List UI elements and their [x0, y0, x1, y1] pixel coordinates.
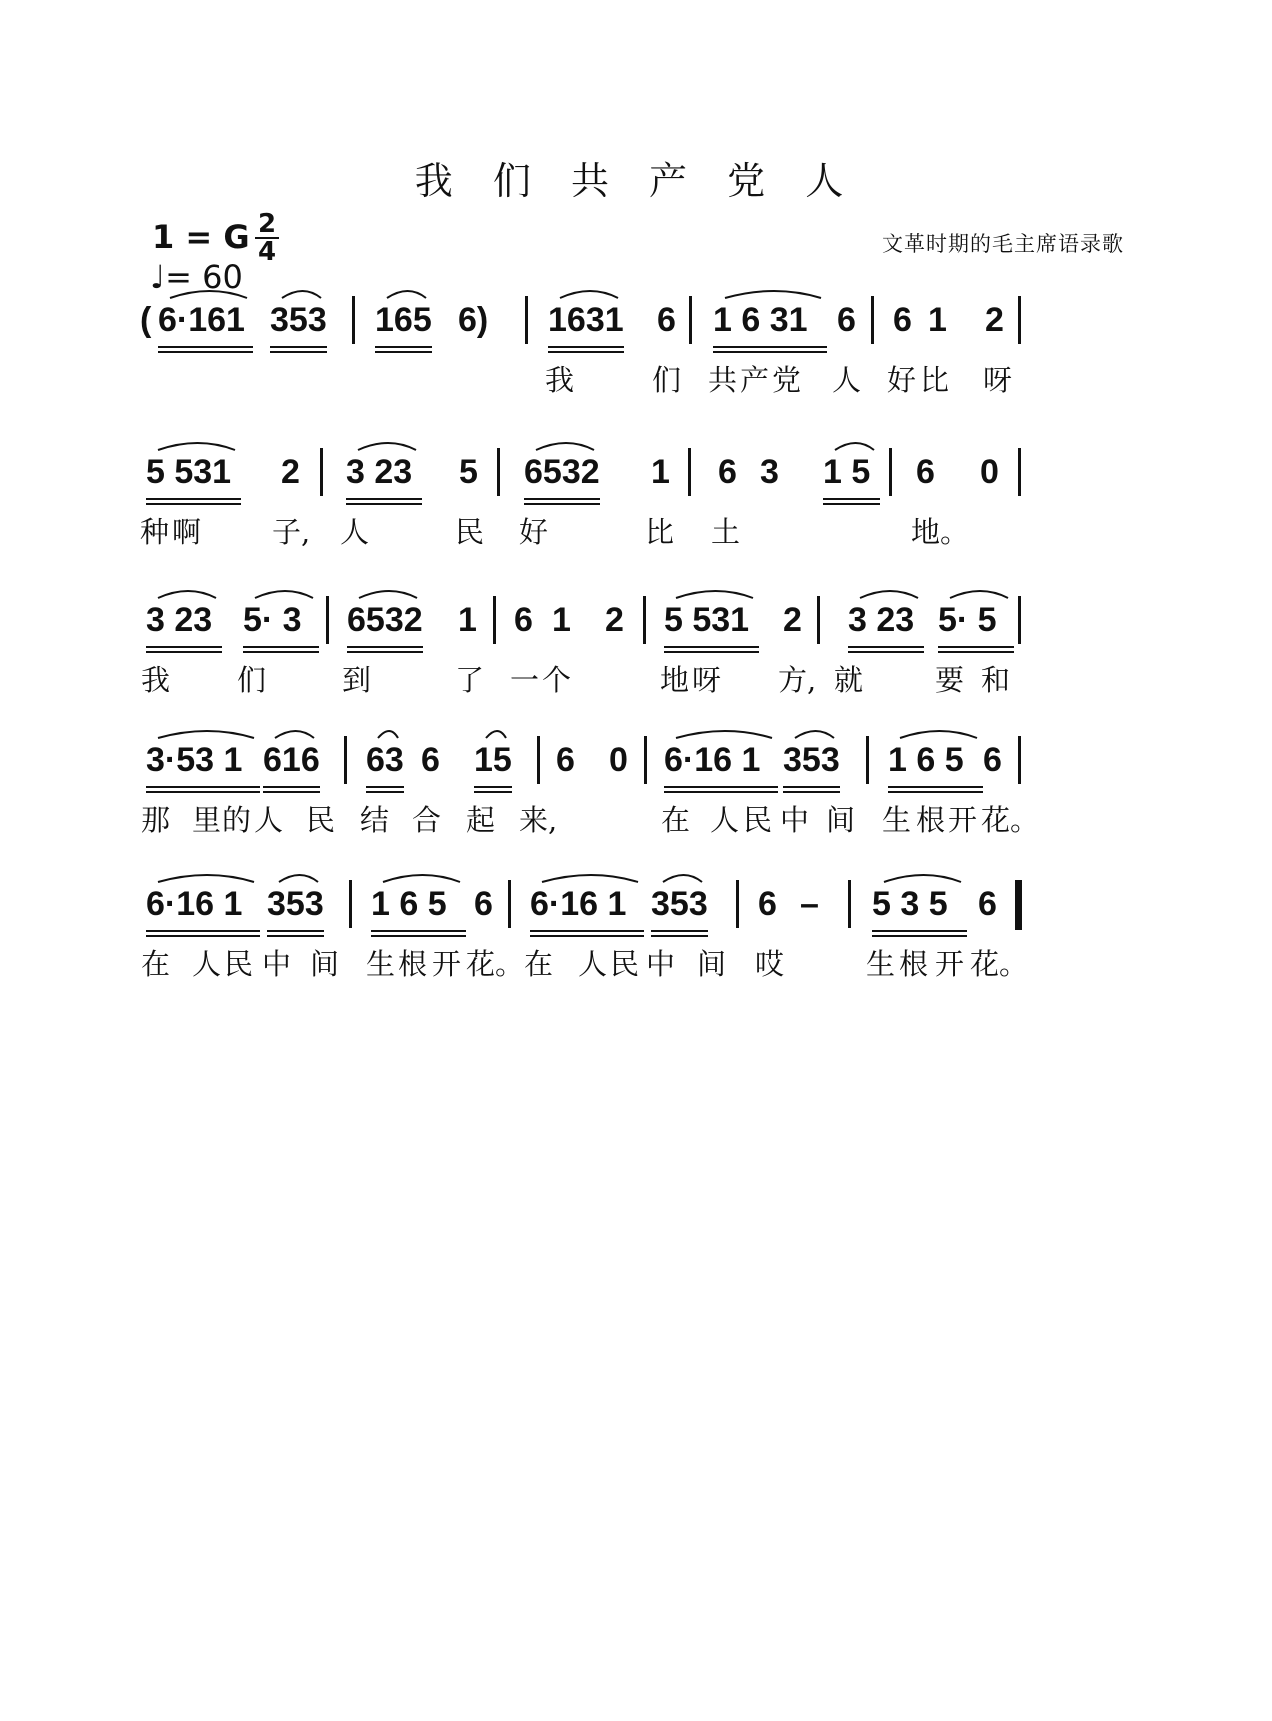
- lyric-syllable: 就: [834, 663, 864, 697]
- note-group: 6: [514, 601, 533, 639]
- barline: [1018, 296, 1021, 344]
- beam-line: [548, 351, 624, 353]
- slur-arc: [540, 870, 658, 884]
- beam-line: [243, 651, 319, 653]
- note-group: 3 23: [848, 601, 915, 639]
- barline: [349, 880, 352, 928]
- lyric-syllable: 开: [935, 947, 965, 981]
- beam-line: [366, 791, 404, 793]
- lyric-syllable: 结: [360, 803, 390, 837]
- lyric-syllable: 一: [510, 663, 540, 697]
- note-group: 6: [657, 301, 676, 339]
- beam-line: [375, 346, 432, 348]
- beam-line: [158, 346, 253, 348]
- barline: [1018, 448, 1021, 496]
- beam-line: [243, 646, 319, 648]
- slur-arc: [376, 726, 418, 740]
- note-group: 165: [375, 301, 432, 339]
- beam-line: [267, 935, 324, 937]
- lyric-syllable: 了: [455, 663, 485, 697]
- beam-line: [146, 930, 260, 932]
- lyric-syllable: 民: [610, 947, 640, 981]
- note-group: 6: [916, 453, 935, 491]
- lyric-syllable: 到: [342, 663, 372, 697]
- note-line: [0, 884, 1272, 944]
- barline: [817, 596, 820, 644]
- slur-arc: [793, 726, 854, 740]
- note-group: –: [800, 885, 819, 923]
- lyric-syllable: 我: [545, 363, 575, 397]
- barline: [866, 736, 869, 784]
- barline: [344, 736, 347, 784]
- beam-line: [848, 651, 924, 653]
- beam-line: [651, 930, 708, 932]
- note-group: 5 531: [664, 601, 750, 639]
- slur-arc: [280, 286, 341, 300]
- barline: [508, 880, 511, 928]
- lyric-syllable: 根: [916, 803, 946, 837]
- lyric-syllable: 在: [524, 947, 554, 981]
- note-group: 6: [718, 453, 737, 491]
- barline: [688, 448, 691, 496]
- lyric-syllable: 那: [141, 803, 171, 837]
- time-signature-bottom: 4: [257, 237, 277, 267]
- slur-arc: [534, 438, 614, 452]
- lyric-syllable: 和: [981, 663, 1011, 697]
- note-group: 2: [281, 453, 300, 491]
- beam-line: [713, 346, 827, 348]
- beam-line: [263, 786, 320, 788]
- song-title: 我 们 共 产 党 人: [414, 159, 858, 203]
- slur-arc: [156, 726, 274, 740]
- note-group: 63: [366, 741, 404, 779]
- slur-arc: [723, 286, 841, 300]
- note-group: 0: [980, 453, 999, 491]
- beam-line: [146, 791, 260, 793]
- beam-line: [158, 351, 253, 353]
- beam-line: [146, 651, 222, 653]
- slur-arc: [558, 286, 638, 300]
- lyric-syllable: 起: [466, 803, 496, 837]
- beam-line: [375, 351, 432, 353]
- note-group: 6532: [347, 601, 423, 639]
- note-group: 5 3 5: [872, 885, 948, 923]
- lyric-syllable: 在: [141, 947, 171, 981]
- beam-line: [371, 930, 466, 932]
- beam-line: [938, 651, 1014, 653]
- barline: [689, 296, 692, 344]
- lyric-syllable: 人: [578, 947, 608, 981]
- lyric-syllable: 在: [661, 803, 691, 837]
- note-line: [0, 600, 1272, 660]
- lyric-syllable: 中: [262, 947, 292, 981]
- beam-line: [524, 498, 600, 500]
- time-signature-top: 2: [257, 209, 277, 239]
- note-group: 3 23: [146, 601, 213, 639]
- slur-arc: [356, 438, 436, 452]
- slur-arc: [168, 286, 267, 300]
- note-group: 1: [552, 601, 571, 639]
- note-group: 1 6 5: [888, 741, 964, 779]
- lyric-syllable: 产: [740, 363, 770, 397]
- lyric-syllable: 来,: [519, 803, 558, 837]
- song-attribution: 文革时期的毛主席语录歌: [882, 232, 1124, 256]
- note-group: 353: [783, 741, 840, 779]
- beam-line: [347, 651, 423, 653]
- lyric-syllable: 要: [935, 663, 965, 697]
- beam-line: [146, 935, 260, 937]
- beam-line: [366, 786, 404, 788]
- time-signature: [255, 209, 279, 267]
- note-group: 353: [270, 301, 327, 339]
- lyric-syllable: 中: [780, 803, 810, 837]
- beam-line: [848, 646, 924, 648]
- lyric-syllable: 间: [826, 803, 856, 837]
- beam-line: [347, 646, 423, 648]
- beam-line: [146, 498, 241, 500]
- note-group: 6·16 1: [146, 885, 243, 923]
- lyric-syllable: 开: [432, 947, 462, 981]
- note-group: 1631: [548, 301, 624, 339]
- note-group: 6: [983, 741, 1002, 779]
- beam-line: [146, 503, 241, 505]
- note-group: 3·53 1: [146, 741, 243, 779]
- note-group: 1 6 5: [371, 885, 447, 923]
- beam-line: [530, 930, 644, 932]
- note-group: 3: [760, 453, 779, 491]
- lyric-syllable: 中: [646, 947, 676, 981]
- beam-line: [783, 791, 840, 793]
- note-group: 2: [783, 601, 802, 639]
- lyric-syllable: 间: [310, 947, 340, 981]
- note-group: (: [140, 301, 152, 339]
- lyric-syllable: 共: [708, 363, 738, 397]
- lyric-syllable: 生: [882, 803, 912, 837]
- beam-line: [524, 503, 600, 505]
- note-group: 6·16 1: [664, 741, 761, 779]
- lyric-syllable: 花。: [970, 947, 1029, 981]
- note-group: 6·16 1: [530, 885, 627, 923]
- lyric-syllable: 地。: [911, 515, 970, 549]
- lyric-syllable: 土: [711, 515, 741, 549]
- beam-line: [664, 791, 778, 793]
- beam-line: [346, 498, 422, 500]
- tempo-marking: ♩= 60: [150, 258, 243, 296]
- beam-line: [371, 935, 466, 937]
- slur-arc: [357, 586, 437, 600]
- lyric-syllable: 花。: [466, 947, 525, 981]
- barline: [1018, 596, 1021, 644]
- beam-line: [474, 791, 512, 793]
- beam-line: [270, 346, 327, 348]
- barline: [320, 448, 323, 496]
- beam-line: [664, 786, 778, 788]
- note-group: 6): [458, 301, 489, 339]
- note-group: 5· 5: [938, 601, 997, 639]
- barline: [736, 880, 739, 928]
- beam-line: [938, 646, 1014, 648]
- lyric-syllable: 民: [224, 947, 254, 981]
- slur-arc: [156, 586, 236, 600]
- lyric-syllable: 人: [340, 515, 370, 549]
- key-signature: 1 = G: [152, 218, 250, 256]
- lyric-syllable: 地: [660, 663, 690, 697]
- slur-arc: [661, 870, 722, 884]
- final-barline: [1015, 880, 1022, 930]
- lyric-syllable: 比: [645, 515, 675, 549]
- slur-arc: [674, 586, 773, 600]
- note-group: 15: [474, 741, 512, 779]
- note-group: 6: [893, 301, 912, 339]
- note-line: [0, 452, 1272, 512]
- note-group: 353: [651, 885, 708, 923]
- beam-line: [146, 786, 260, 788]
- lyric-syllable: 我: [141, 663, 171, 697]
- lyric-syllable: 好: [519, 515, 549, 549]
- note-group: 6532: [524, 453, 600, 491]
- barline: [643, 596, 646, 644]
- note-line: [0, 740, 1272, 800]
- beam-line: [346, 503, 422, 505]
- lyric-syllable: 子,: [272, 515, 311, 549]
- beam-line: [267, 930, 324, 932]
- lyric-syllable: 们: [237, 663, 267, 697]
- lyric-syllable: 民: [306, 803, 336, 837]
- slur-arc: [156, 438, 255, 452]
- slur-arc: [156, 870, 274, 884]
- barline: [352, 296, 355, 344]
- note-group: 353: [267, 885, 324, 923]
- beam-line: [548, 346, 624, 348]
- note-group: 6: [556, 741, 575, 779]
- beam-line: [888, 786, 983, 788]
- beam-line: [872, 935, 967, 937]
- lyric-syllable: 呀: [983, 363, 1013, 397]
- slur-arc: [273, 726, 334, 740]
- beam-line: [651, 935, 708, 937]
- beam-line: [888, 791, 983, 793]
- note-group: 2: [985, 301, 1004, 339]
- lyric-syllable: 根: [398, 947, 428, 981]
- beam-line: [664, 651, 759, 653]
- slur-arc: [385, 286, 446, 300]
- barline: [848, 880, 851, 928]
- lyric-syllable: 根: [899, 947, 929, 981]
- lyric-syllable: 的: [222, 803, 252, 837]
- beam-line: [713, 351, 827, 353]
- note-group: 0: [609, 741, 628, 779]
- slur-arc: [882, 870, 981, 884]
- note-group: 1: [651, 453, 670, 491]
- note-group: 6: [758, 885, 777, 923]
- lyric-syllable: 人: [192, 947, 222, 981]
- lyric-syllable: 合: [412, 803, 442, 837]
- lyric-syllable: 党: [772, 363, 802, 397]
- slur-arc: [674, 726, 792, 740]
- slur-arc: [484, 726, 526, 740]
- note-group: 3 23: [346, 453, 413, 491]
- slur-arc: [898, 726, 997, 740]
- barline: [889, 448, 892, 496]
- barline: [1018, 736, 1021, 784]
- beam-line: [872, 930, 967, 932]
- note-group: 1 6 31: [713, 301, 808, 339]
- lyric-syllable: 花。: [981, 803, 1040, 837]
- note-group: 5: [459, 453, 478, 491]
- slur-arc: [948, 586, 1028, 600]
- slur-arc: [253, 586, 333, 600]
- lyric-syllable: 里: [192, 803, 222, 837]
- lyric-syllable: 间: [697, 947, 727, 981]
- slur-arc: [277, 870, 338, 884]
- beam-line: [530, 935, 644, 937]
- barline: [537, 736, 540, 784]
- lyric-syllable: 民: [455, 515, 485, 549]
- lyric-syllable: 呀: [692, 663, 722, 697]
- beam-line: [823, 503, 880, 505]
- lyric-syllable: 种: [140, 515, 170, 549]
- beam-line: [146, 646, 222, 648]
- lyric-syllable: 人: [254, 803, 284, 837]
- note-group: 5· 3: [243, 601, 302, 639]
- note-group: 1: [458, 601, 477, 639]
- barline: [871, 296, 874, 344]
- barline: [644, 736, 647, 784]
- beam-line: [823, 498, 880, 500]
- beam-line: [474, 786, 512, 788]
- note-group: 1: [928, 301, 947, 339]
- lyric-syllable: 比: [920, 363, 950, 397]
- note-group: 6·161: [158, 301, 245, 339]
- lyric-syllable: 人: [710, 803, 740, 837]
- lyric-syllable: 好: [887, 363, 917, 397]
- lyric-syllable: 个: [542, 663, 572, 697]
- lyric-syllable: 开: [948, 803, 978, 837]
- beam-line: [783, 786, 840, 788]
- lyric-syllable: 哎: [755, 947, 785, 981]
- lyric-syllable: 方,: [778, 663, 817, 697]
- note-group: 6: [837, 301, 856, 339]
- note-group: 5 531: [146, 453, 232, 491]
- slur-arc: [381, 870, 480, 884]
- lyric-syllable: 生: [366, 947, 396, 981]
- barline: [497, 448, 500, 496]
- lyric-syllable: 生: [866, 947, 896, 981]
- note-group: 6: [421, 741, 440, 779]
- slur-arc: [833, 438, 894, 452]
- note-group: 1 5: [823, 453, 871, 491]
- lyric-syllable: 们: [652, 363, 682, 397]
- beam-line: [263, 791, 320, 793]
- beam-line: [664, 646, 759, 648]
- barline: [525, 296, 528, 344]
- barline: [326, 596, 329, 644]
- note-group: 6: [474, 885, 493, 923]
- beam-line: [270, 351, 327, 353]
- lyric-syllable: 人: [832, 363, 862, 397]
- barline: [493, 596, 496, 644]
- note-group: 6: [978, 885, 997, 923]
- note-line: [0, 300, 1272, 360]
- note-group: 2: [605, 601, 624, 639]
- lyric-syllable: 民: [743, 803, 773, 837]
- note-group: 616: [263, 741, 320, 779]
- slur-arc: [858, 586, 938, 600]
- lyric-syllable: 啊: [172, 515, 202, 549]
